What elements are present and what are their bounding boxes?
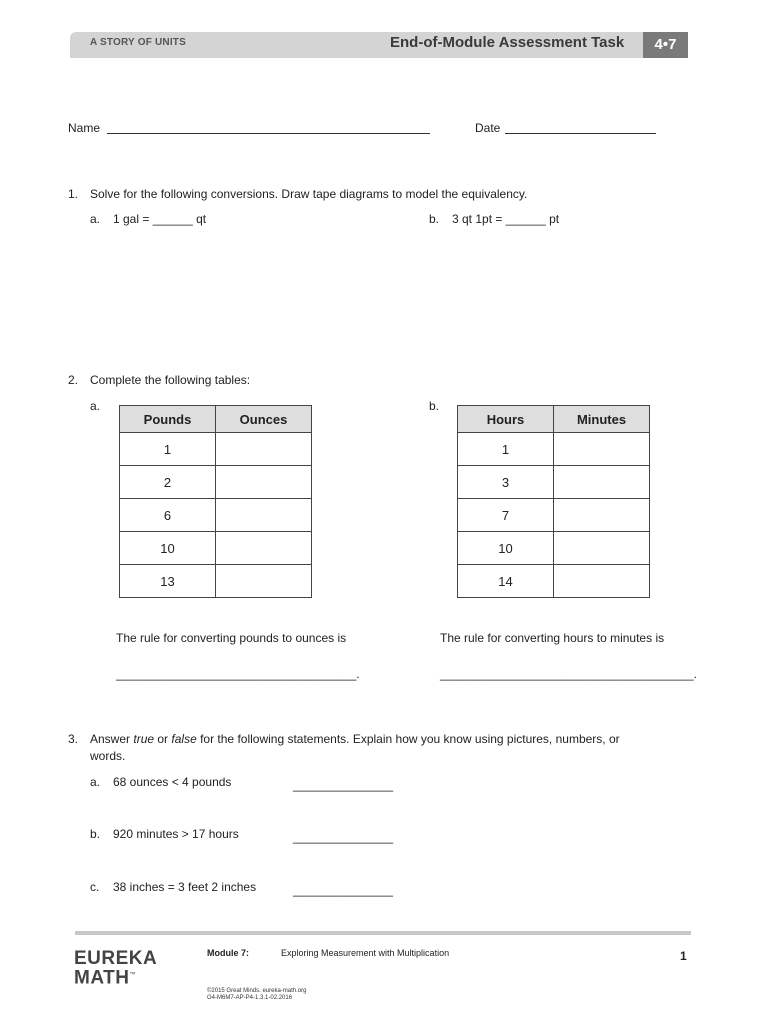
pounds-cell: 1 bbox=[120, 433, 216, 466]
rule-a-answer-line[interactable]: ____________________________________. bbox=[116, 667, 360, 681]
q2b-label: b. bbox=[429, 399, 440, 413]
grade-module-badge: 4•7 bbox=[643, 32, 688, 58]
copyright-notice bbox=[207, 988, 306, 1002]
q3c-answer-blank[interactable]: _______________ bbox=[293, 883, 394, 897]
date-label: Date bbox=[475, 121, 501, 135]
table-row bbox=[458, 499, 650, 532]
logo-math-text: MATH bbox=[74, 967, 130, 989]
pounds-cell: 10 bbox=[120, 532, 216, 565]
q3c-statement: 38 inches = 3 feet 2 inches bbox=[113, 880, 257, 894]
rule-b-text: The rule for converting hours to minutes is bbox=[440, 631, 665, 645]
minutes-answer-cell[interactable] bbox=[554, 565, 650, 598]
ounces-answer-cell[interactable] bbox=[216, 532, 312, 565]
page-number: 1 bbox=[680, 949, 687, 963]
q1b-text: 3 qt 1pt = ______ pt bbox=[452, 212, 560, 226]
footer-rule bbox=[75, 931, 691, 935]
q3-number: 3. bbox=[68, 732, 79, 746]
q2a-label: a. bbox=[90, 399, 101, 413]
hours-header: Hours bbox=[458, 406, 554, 433]
hours-cell: 7 bbox=[458, 499, 554, 532]
minutes-header: Minutes bbox=[554, 406, 650, 433]
minutes-answer-cell[interactable] bbox=[554, 466, 650, 499]
q3a-answer-blank[interactable]: _______________ bbox=[293, 778, 394, 792]
q1-number: 1. bbox=[68, 187, 79, 201]
pounds-cell: 2 bbox=[120, 466, 216, 499]
table-row bbox=[458, 565, 650, 598]
q3b-label: b. bbox=[90, 827, 101, 841]
table-row bbox=[120, 499, 312, 532]
q3-prompt-start: Answer bbox=[90, 732, 134, 746]
minutes-answer-cell[interactable] bbox=[554, 532, 650, 565]
q3-true-word: true bbox=[133, 732, 155, 746]
story-of-units-label: A STORY OF UNITS bbox=[90, 37, 186, 48]
q1-prompt: Solve for the following conversions. Draw tape diagrams to model the equivalency. bbox=[90, 187, 528, 201]
rule-b-answer-line[interactable]: ______________________________________. bbox=[440, 667, 697, 681]
q3b-statement: 920 minutes > 17 hours bbox=[113, 827, 239, 841]
ounces-answer-cell[interactable] bbox=[216, 466, 312, 499]
hours-cell: 1 bbox=[458, 433, 554, 466]
q3-prompt-end: for the following statements. Explain how you know using pictures, numbers, or bbox=[196, 732, 620, 746]
name-label: Name bbox=[68, 121, 101, 135]
ounces-answer-cell[interactable] bbox=[216, 499, 312, 532]
q3-prompt-or: or bbox=[154, 732, 172, 746]
table-row bbox=[120, 565, 312, 598]
table-row bbox=[120, 466, 312, 499]
document-code: G4-M6M7-AP-P4-1.3.1-02.2016 bbox=[207, 995, 293, 1001]
pounds-ounces-table bbox=[119, 405, 312, 598]
date-line[interactable] bbox=[505, 133, 656, 134]
minutes-answer-cell[interactable] bbox=[554, 433, 650, 466]
q2-prompt: Complete the following tables: bbox=[90, 373, 251, 387]
pounds-cell: 6 bbox=[120, 499, 216, 532]
minutes-answer-cell[interactable] bbox=[554, 499, 650, 532]
q3-false-word: false bbox=[171, 732, 197, 746]
q1a-text: 1 gal = ______ qt bbox=[113, 212, 207, 226]
table-row bbox=[120, 433, 312, 466]
ounces-answer-cell[interactable] bbox=[216, 433, 312, 466]
eureka-math-logo bbox=[74, 948, 158, 989]
q3b-answer-blank[interactable]: _______________ bbox=[293, 830, 394, 844]
trademark-mark: ™ bbox=[129, 972, 136, 978]
table-header-row bbox=[458, 406, 650, 433]
ounces-header: Ounces bbox=[216, 406, 312, 433]
pounds-cell: 13 bbox=[120, 565, 216, 598]
q3-prompt bbox=[90, 731, 620, 747]
assessment-title: End-of-Module Assessment Task bbox=[390, 34, 625, 51]
copyright-line: ©2015 Great Minds. eureka-math.org bbox=[207, 988, 307, 994]
rule-a-text: The rule for converting pounds to ounces is bbox=[116, 631, 347, 645]
name-line[interactable] bbox=[107, 133, 430, 134]
hours-cell: 14 bbox=[458, 565, 554, 598]
table-row bbox=[458, 532, 650, 565]
module-title: Exploring Measurement with Multiplication bbox=[281, 948, 450, 958]
pounds-header: Pounds bbox=[120, 406, 216, 433]
q3a-statement: 68 ounces < 4 pounds bbox=[113, 775, 232, 789]
hours-cell: 10 bbox=[458, 532, 554, 565]
table-row bbox=[458, 466, 650, 499]
q1b-label: b. bbox=[429, 212, 440, 226]
q3c-label: c. bbox=[90, 880, 100, 894]
ounces-answer-cell[interactable] bbox=[216, 565, 312, 598]
q3-prompt-line2: words. bbox=[90, 749, 126, 763]
table-row bbox=[458, 433, 650, 466]
logo-line-2 bbox=[74, 967, 157, 989]
table-row bbox=[120, 532, 312, 565]
q3a-label: a. bbox=[90, 775, 101, 789]
q2-number: 2. bbox=[68, 373, 79, 387]
hours-minutes-table bbox=[457, 405, 650, 598]
hours-cell: 3 bbox=[458, 466, 554, 499]
q1a-label: a. bbox=[90, 212, 101, 226]
module-label: Module 7: bbox=[207, 948, 249, 958]
logo-line-1: EUREKA bbox=[74, 948, 158, 969]
table-header-row bbox=[120, 406, 312, 433]
